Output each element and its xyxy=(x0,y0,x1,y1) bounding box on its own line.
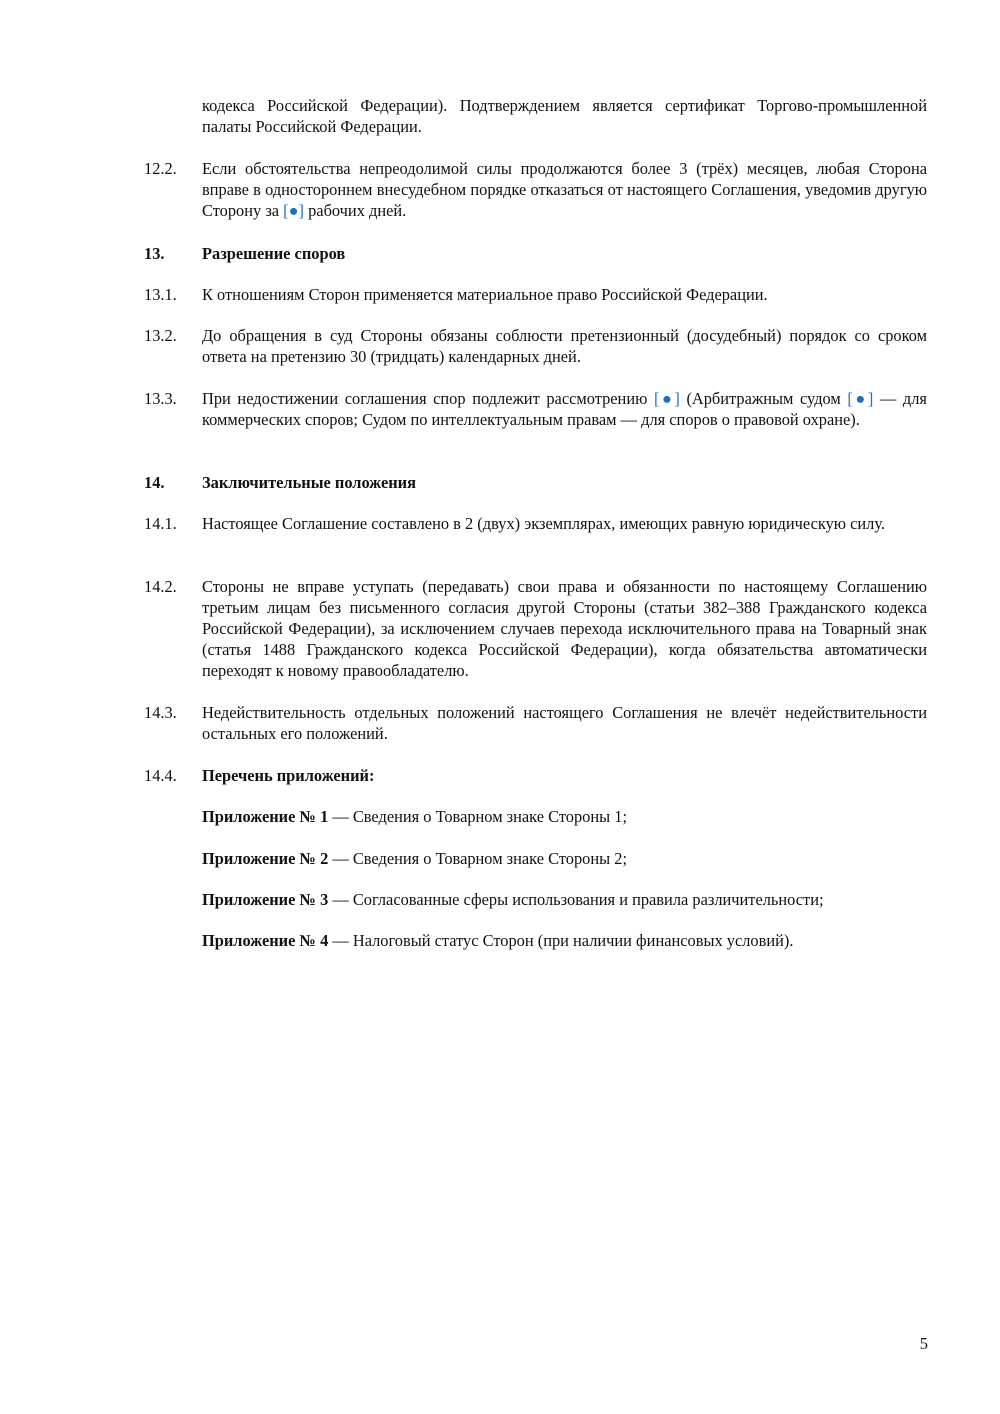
annex-label: Приложение № 2 xyxy=(202,849,329,868)
section-14-heading xyxy=(144,472,927,493)
placeholder-marker: [●] xyxy=(847,389,874,408)
section-number: 13. xyxy=(144,244,165,263)
page-number: 5 xyxy=(919,1334,928,1353)
paragraph-text: кодекса Российской Федерации). Подтверждением является сертификат Торгово-промышленной палаты Российской Федерации. xyxy=(202,96,927,136)
section-13-heading xyxy=(144,243,927,264)
annex-description: — Налоговый статус Сторон (при наличии финансовых условий). xyxy=(328,931,794,950)
annex-description: — Согласованные сферы использования и правила различительности; xyxy=(328,890,824,909)
paragraph-text: Стороны не вправе уступать (передавать) свои права и обязанности по настоящему Соглашению третьим лицам без письменного согласия другой Стороны (статьи 382–388 Гражданского кодекса Российской Федерации), за исключением случаев перехода исключительного права на Товарный знак (статья 1488 Гражданского кодекса Российской Федерации), когда обязательства автоматически переходят к новому правообладателю. xyxy=(202,577,927,680)
paragraph-number: 14.2. xyxy=(144,577,177,596)
annex-item xyxy=(202,806,927,827)
annex-list-title: Перечень приложений: xyxy=(202,766,375,785)
paragraph-number: 14.1. xyxy=(144,514,177,533)
annex-description: — Сведения о Товарном знаке Стороны 2; xyxy=(328,849,627,868)
paragraph-text: Настоящее Соглашение составлено в 2 (двух) экземплярах, имеющих равную юридическую силу. xyxy=(202,514,885,533)
section-number: 14. xyxy=(144,473,165,492)
placeholder-marker: [●] xyxy=(283,201,304,220)
paragraph-13-3 xyxy=(144,388,927,430)
paragraph-number: 13.2. xyxy=(144,326,177,345)
annex-item xyxy=(202,848,927,869)
section-title: Заключительные положения xyxy=(202,473,416,492)
paragraph-text: До обращения в суд Стороны обязаны соблюсти претензионный (досудебный) порядок со сроком ответа на претензию 30 (тридцать) календарных дней. xyxy=(202,326,927,366)
paragraph-number: 13.3. xyxy=(144,389,177,408)
paragraph-12-1-continuation xyxy=(202,95,927,137)
paragraph-text: Если обстоятельства непреодолимой силы продолжаются более 3 (трёх) месяцев, любая Сторона вправе в одностороннем внесудебном порядке отказаться от настоящего Соглашения, уведомив другую Сторону за [●] рабочих дней. xyxy=(202,159,927,220)
paragraph-number: 13.1. xyxy=(144,285,177,304)
paragraph-text: Недействительность отдельных положений настоящего Соглашения не влечёт недействительности остальных его положений. xyxy=(202,703,927,743)
placeholder-marker: [●] xyxy=(653,389,680,408)
paragraph-text: К отношениям Сторон применяется материальное право Российской Федерации. xyxy=(202,285,768,304)
paragraph-12-2 xyxy=(144,158,927,221)
annex-description: — Сведения о Товарном знаке Стороны 1; xyxy=(328,807,627,826)
annex-item xyxy=(202,889,927,910)
paragraph-14-2 xyxy=(144,576,927,681)
annex-label: Приложение № 4 xyxy=(202,931,329,950)
paragraph-13-1 xyxy=(144,284,927,305)
annex-label: Приложение № 1 xyxy=(202,807,329,826)
paragraph-number: 14.3. xyxy=(144,703,177,722)
paragraph-14-3 xyxy=(144,702,927,744)
paragraph-text: При недостижении соглашения спор подлежит рассмотрению [●] (Арбитражным судом [●] — для коммерческих споров; Судом по интеллектуальным правам — для споров о правовой охране). xyxy=(202,389,927,429)
paragraph-number: 12.2. xyxy=(144,159,177,178)
paragraph-13-2 xyxy=(144,325,927,367)
paragraph-14-4 xyxy=(144,765,927,786)
section-title: Разрешение споров xyxy=(202,244,346,263)
paragraph-number: 14.4. xyxy=(144,766,177,785)
annex-item xyxy=(202,930,927,951)
annex-label: Приложение № 3 xyxy=(202,890,329,909)
paragraph-14-1 xyxy=(144,513,927,534)
